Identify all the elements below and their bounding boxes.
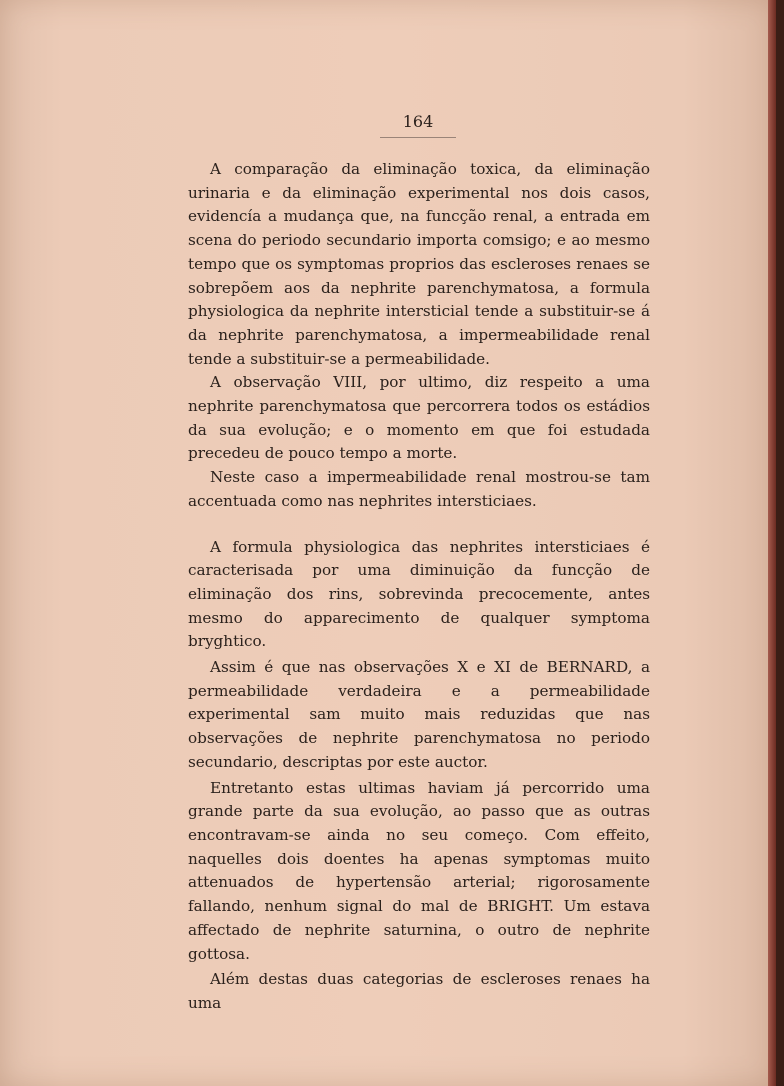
- paragraph-7: Além destas duas categorias de escleroses renaes ha uma: [188, 970, 650, 1012]
- paragraph-6: Entretanto estas ultimas haviam já percorrido uma grande parte da sua evolução, ao passo que as outras encontravam-se ainda no seu começo. Com effeito, naquelles dois doentes ha apenas symptomas muito attenuados de hypertensão arterial; rigorosamente fallando, nenhum signal do mal de BRIGHT. Um estava affectado de nephrite saturnina, o outro de nephrite gottosa.: [188, 778, 650, 963]
- section-break: [188, 514, 650, 536]
- paragraph-1: A comparação da eliminação toxica, da eliminação urinaria e da eliminação experimental nos dois casos, evidencía a mudança que, na funcção renal, a entrada em scena do periodo secundario importa comsigo; e ao mesmo tempo que os symptomas proprios das escleroses renaes se sobrepõem aos da nephrite parenchymatosa, a formula physiologica da nephrite intersticial tende a substituir-se á da nephrite parenchymatosa, a impermeabilidade renal tende a substituir-se a permeabilidade.: [188, 160, 650, 368]
- page-number: 164: [380, 112, 456, 138]
- page-body: [188, 158, 650, 1016]
- paragraph-2: A observação VIII, por ultimo, diz respeito a uma nephrite parenchymatosa que percorrera todos os estádios da sua evolução; e o momento em que foi estudada precedeu de pouco tempo a morte.: [188, 373, 650, 463]
- paragraph-4: A formula physiologica das nephrites intersticiaes é caracterisada por uma diminuição da funcção de eliminação dos rins, sobrevinda precocemente, antes mesmo do apparecimento de qualquer symptoma bryghtico.: [188, 537, 650, 651]
- paragraph-3: Neste caso a impermeabilidade renal mostrou-se tam accentuada como nas nephrites intersticiaes.: [188, 468, 650, 510]
- paragraph-5: Assim é que nas observações X e XI de BERNARD, a permeabilidade verdadeira e a permeabilidade experimental sam muito mais reduzidas que nas observações de nephrite parenchymatosa no periodo secundario, descriptas por este auctor.: [188, 658, 650, 771]
- page-edge: [768, 0, 776, 1086]
